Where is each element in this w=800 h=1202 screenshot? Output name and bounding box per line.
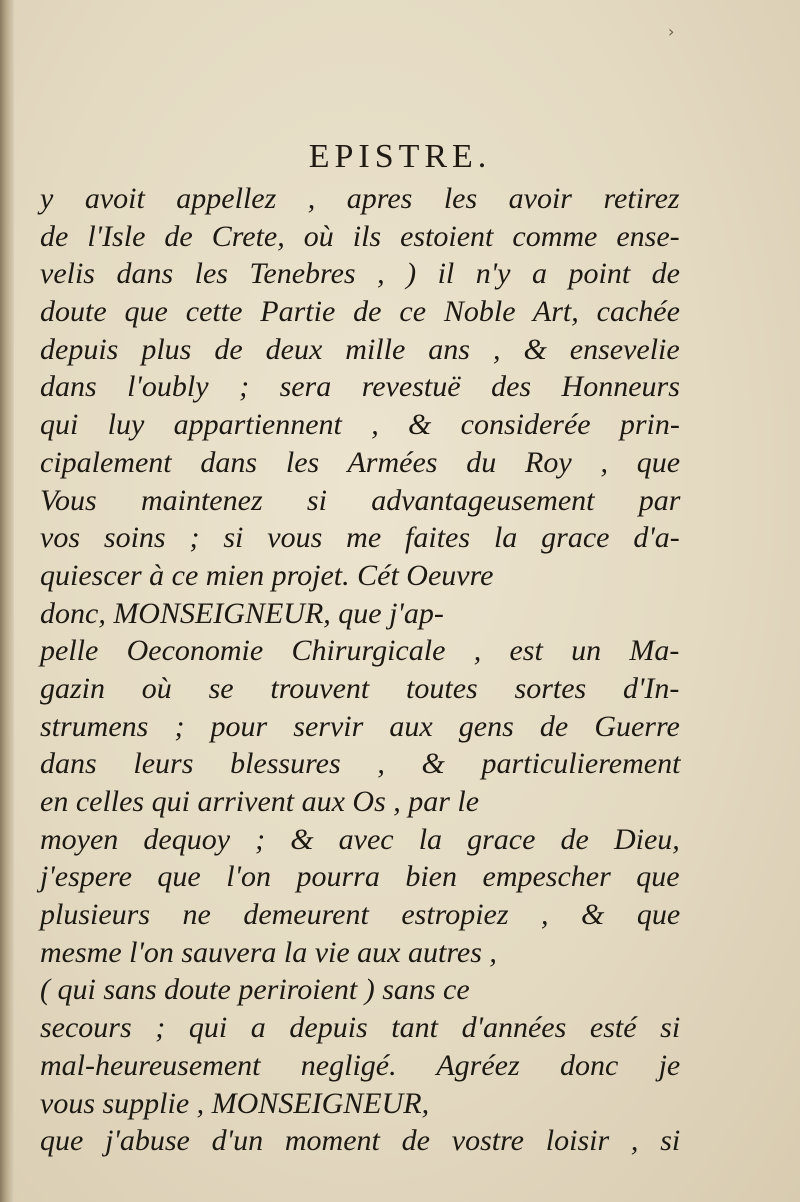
text-line: qui luy appartiennent , & considerée prin- xyxy=(40,408,680,442)
text-line: que j'abuse d'un moment de vostre loisir , si xyxy=(40,1124,681,1158)
running-header: EPISTRE. xyxy=(308,138,492,175)
text-line: Vous maintenez si advantageusement par xyxy=(40,483,681,517)
book-gutter xyxy=(0,0,14,1202)
text-line: donc, MONSEIGNEUR, que j'ap- xyxy=(40,596,444,630)
body-text xyxy=(40,180,680,1160)
text-line: pelle Oeconomie Chirurgicale , est un Ma- xyxy=(40,634,680,668)
text-line: de l'Isle de Crete, où ils estoient comme ense- xyxy=(40,219,680,253)
text-line: en celles qui arrivent aux Os , par le xyxy=(40,785,480,818)
text-line: secours ; qui a depuis tant d'années esté si xyxy=(40,1011,681,1045)
text-line: y avoit appellez , apres les avoir retirez xyxy=(40,182,680,215)
text-line: dans leurs blessures , & particulierement xyxy=(40,747,681,781)
text-line: velis dans les Tenebres , ) il n'y a point de xyxy=(40,257,680,291)
text-line: cipalement dans les Armées du Roy , que xyxy=(40,445,681,479)
text-line: mesme l'on sauvera la vie aux autres , xyxy=(40,935,497,969)
text-line: quiescer à ce mien projet. Cét Oeuvre xyxy=(40,558,494,592)
corner-mark: › xyxy=(668,22,675,41)
text-line: mal-heureusement negligé. Agréez donc je xyxy=(40,1048,681,1082)
text-line: strumens ; pour servir aux gens de Guerre xyxy=(40,709,680,743)
text-line: dans l'oubly ; sera revestuë des Honneurs xyxy=(40,370,680,404)
text-line: moyen dequoy ; & avec la grace de Dieu, xyxy=(40,822,680,856)
text-line: plusieurs ne demeurent estropiez , & que xyxy=(40,898,681,932)
text-line: depuis plus de deux mille ans , & ensevelie xyxy=(40,332,680,366)
text-line: gazin où se trouvent toutes sortes d'In- xyxy=(40,671,680,705)
text-line: vos soins ; si vous me faites la grace d'a- xyxy=(40,521,680,555)
text-line: j'espere que l'on pourra bien empescher que xyxy=(40,860,680,894)
text-line: vous supplie , MONSEIGNEUR, xyxy=(40,1086,430,1120)
text-line: doute que cette Partie de ce Noble Art, cachée xyxy=(40,295,680,329)
text-line: ( qui sans doute periroient ) sans ce xyxy=(40,973,470,1007)
